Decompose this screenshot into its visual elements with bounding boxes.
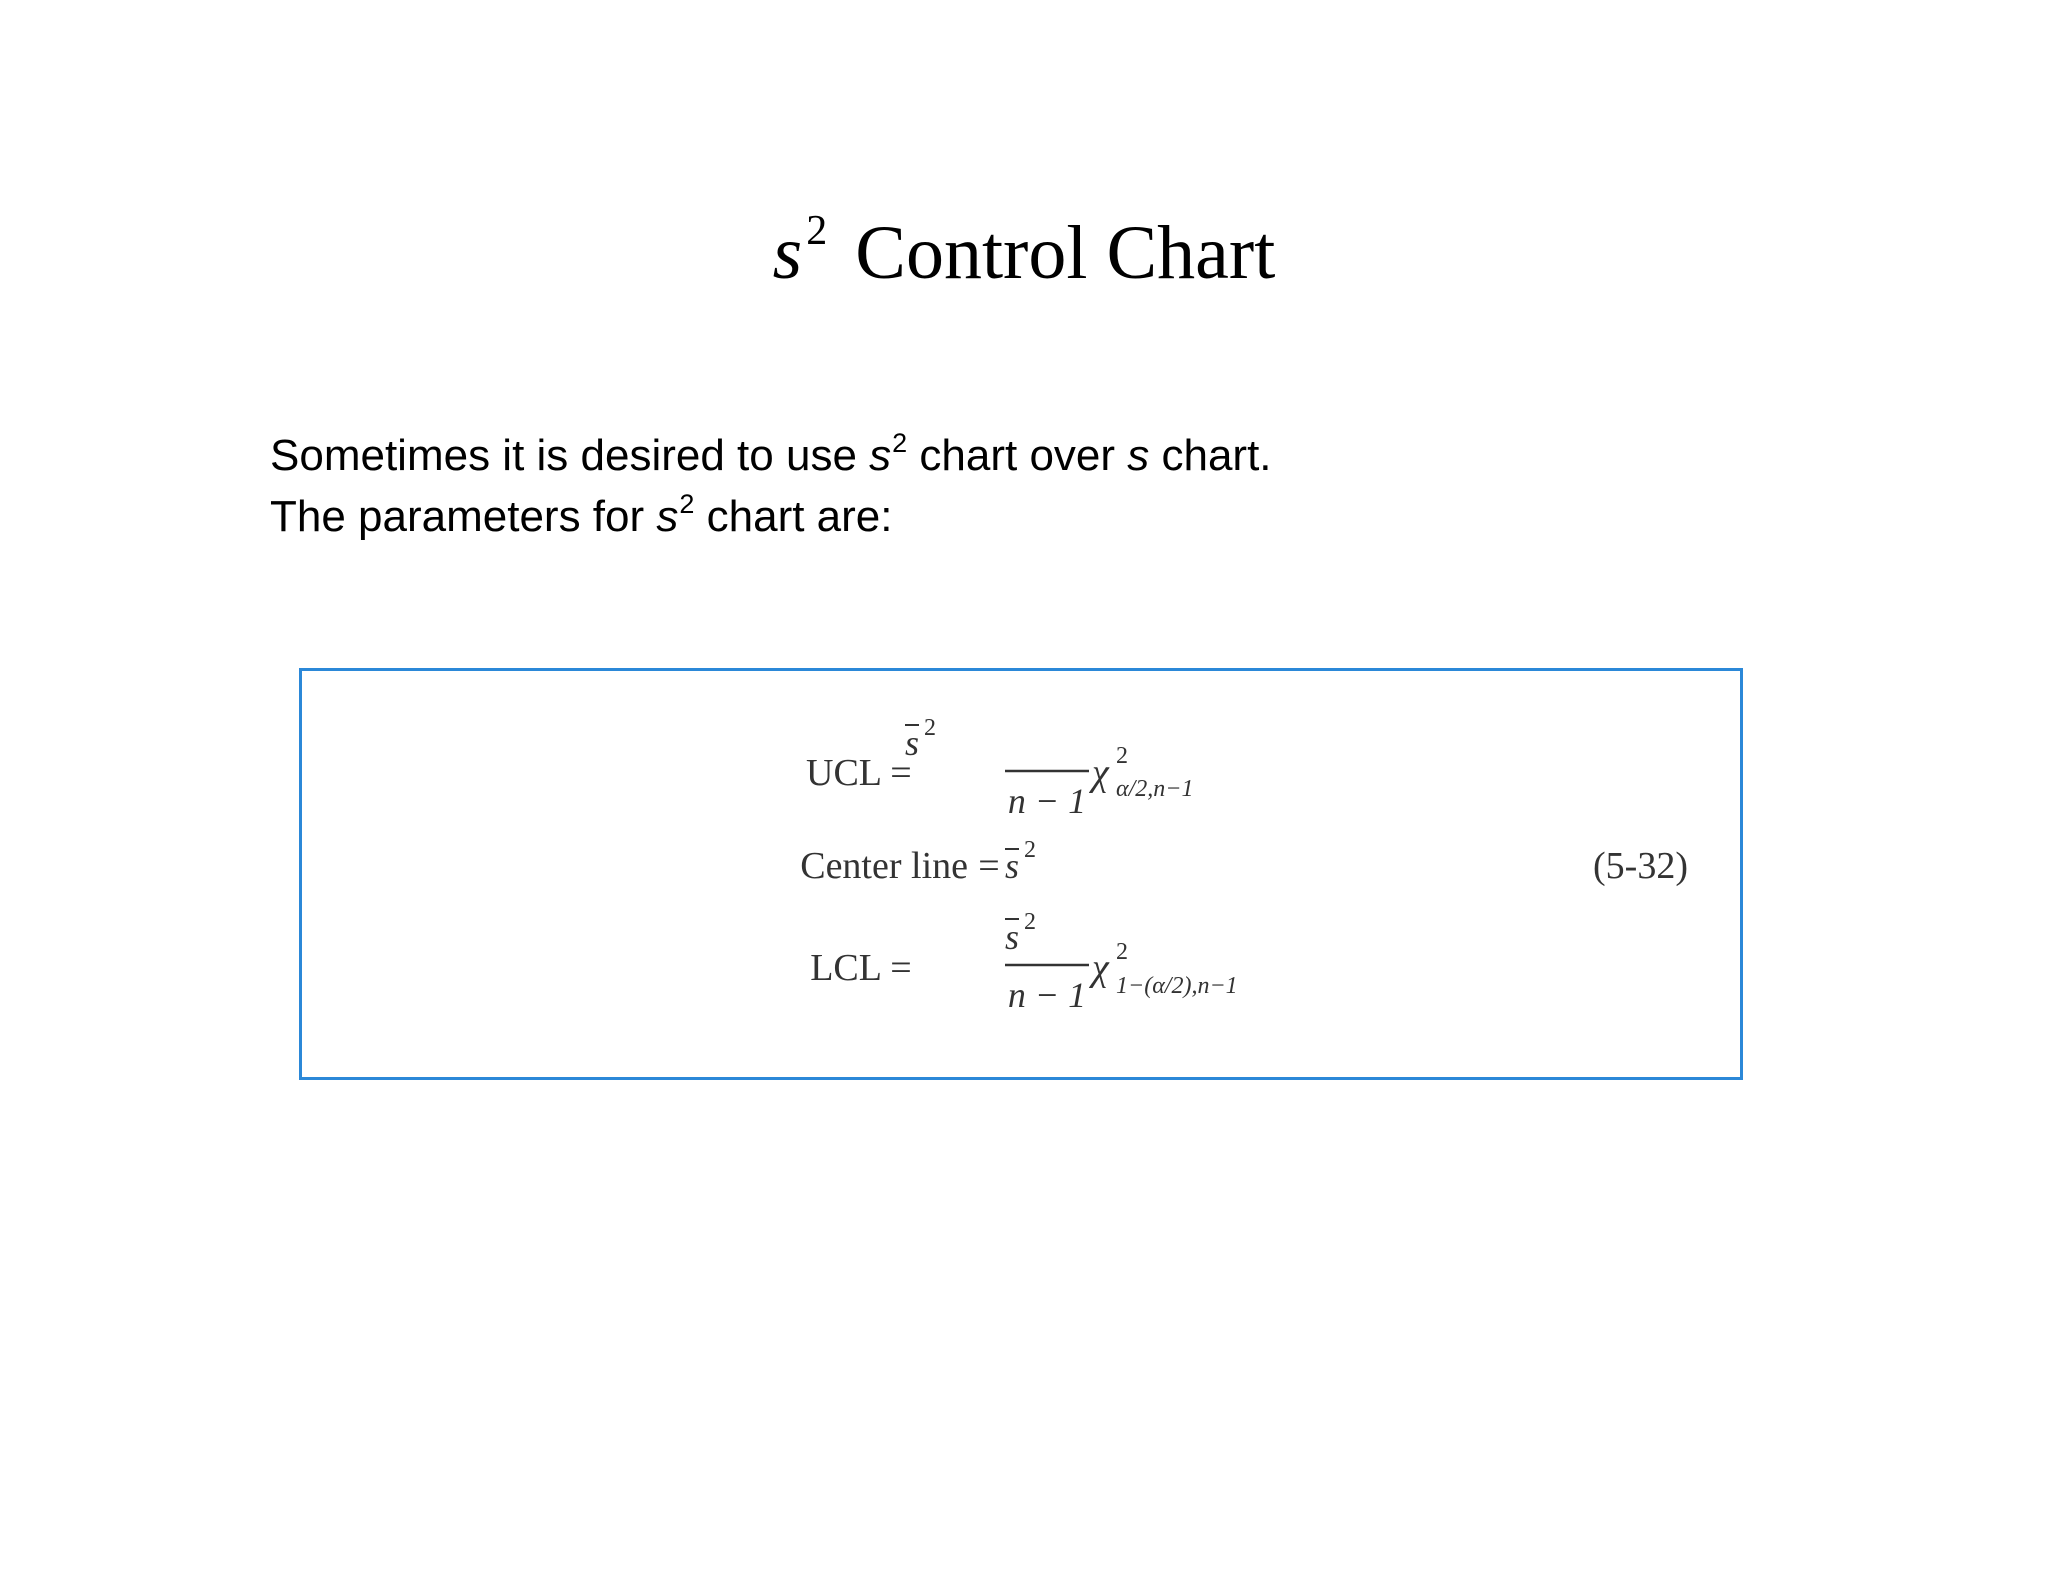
intro-line-2-var: s [656,492,679,541]
intro-line-2-before: The parameters for [270,492,657,541]
center-label: Center line [800,845,968,887]
lcl-numerator-var: s [1005,917,1020,957]
ucl-label: UCL [806,752,882,794]
intro-line-1-after: chart. [1149,431,1272,480]
center-exp: 2 [1024,837,1036,863]
title-exponent: 2 [806,208,828,254]
ucl-formula [806,715,1193,821]
title-variable: s [772,211,803,295]
formula-box [299,668,1743,1080]
ucl-chi-sup: 2 [1116,743,1128,769]
intro-line-1-var: s [869,431,892,480]
intro-line-2 [270,489,1272,550]
lcl-chi: χ [1092,947,1109,989]
intro-line-1-before: Sometimes it is desired to use [270,431,870,480]
title-text: Control Chart [855,211,1276,295]
slide-title [0,208,2048,310]
intro-line-1-middle: chart over [907,431,1128,480]
lcl-chi-sup: 2 [1116,939,1128,965]
lcl-denominator: n − 1 [1007,975,1087,1015]
intro-line-2-after: chart are: [694,492,893,541]
center-var: s [1005,846,1020,886]
intro-line-1-exp: 2 [892,428,908,458]
ucl-numerator-var: s [905,723,920,763]
lcl-equals: = [890,947,912,989]
lcl-formula [810,909,1237,1015]
center-line-formula [800,837,1688,887]
lcl-numerator-exp: 2 [1024,909,1036,935]
intro-line-1 [270,428,1272,489]
lcl-label: LCL [810,947,882,989]
ucl-chi-sub: α/2,n−1 [1116,776,1194,802]
intro-line-2-exp: 2 [679,489,695,519]
equation-number: (5-32) [1593,845,1688,887]
ucl-denominator: n − 1 [1007,781,1087,821]
intro-paragraph [270,428,1272,550]
intro-line-1-var2: s [1127,431,1150,480]
ucl-chi: χ [1092,752,1109,794]
center-equals: = [978,845,1000,887]
ucl-numerator-exp: 2 [924,715,936,741]
lcl-chi-sub: 1−(α/2),n−1 [1116,973,1238,999]
formula-svg [302,671,1740,1077]
ucl-equals: = [890,752,912,794]
